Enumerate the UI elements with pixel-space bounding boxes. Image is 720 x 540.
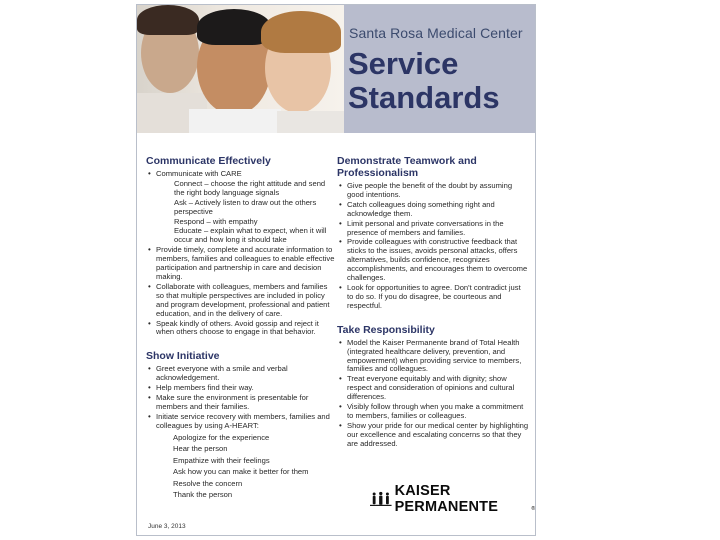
a-heart-step: Empathize with their feelings [173, 455, 270, 465]
logo-text: KAISER PERMANENTE [394, 483, 499, 515]
section-heading-responsibility: Take Responsibility [337, 323, 435, 336]
list-item: • Make sure the environment is presentable for members and their families. [156, 394, 336, 412]
care-educate: Educate – explain what to expect, when it will occur and how long it should take [174, 226, 327, 245]
kp-people-icon [370, 490, 392, 508]
left-column [146, 155, 336, 505]
initiative-list [146, 365, 336, 430]
list-item [156, 170, 336, 245]
list-item: • Give people the benefit of the doubt by assuming good intentions. [347, 182, 529, 200]
title-line-2: Standards [348, 80, 500, 115]
list-item: • Visibly follow through when you make a commitment to members, families or colleagues. [347, 403, 529, 421]
list-item: • Provide colleagues with constructive feedback that sticks to the issues, avoids personal attacks, offers alternatives, builds confidence, recognizes accomplishments, and encourages them to overcome challenges. [347, 238, 529, 283]
care-connect: Connect – choose the right attitude and send the right body language signals [174, 178, 326, 197]
list-item: • Limit personal and private conversations in the presence of members and families. [347, 220, 529, 238]
a-heart-step: Thank the person [173, 490, 233, 500]
a-heart-step: Apologize for the experience [173, 432, 270, 442]
list-item: • Help members find their way. [156, 384, 336, 393]
list-item [156, 413, 336, 431]
center-name: Santa Rosa Medical Center [349, 25, 523, 41]
list-item: • Speak kindly of others. Avoid gossip and reject it when others choose to engage in that behavior. [156, 320, 336, 338]
responsibility-list [337, 339, 529, 449]
communicate-list [146, 170, 336, 337]
list-item: • Provide timely, complete and accurate information to members, families and colleagues to enable effective participation and partnership in care and decision making. [156, 246, 336, 282]
list-item: • Show your pride for our medical center by highlighting our excellence and escalating concerns so that they are addressed. [347, 422, 529, 449]
list-item: • Catch colleagues doing something right and acknowledge them. [347, 201, 529, 219]
staff-photo [137, 5, 344, 133]
care-ask: Ask – Actively listen to draw out the others perspective [174, 197, 317, 216]
a-heart-step: Hear the person [173, 444, 228, 454]
list-item-text: Communicate with CARE [156, 169, 242, 178]
title-line-1: Service [348, 46, 459, 81]
a-heart-steps [146, 432, 336, 501]
a-heart-step: Ask how you can make it better for them [173, 467, 309, 477]
a-heart-step: Resolve the concern [173, 478, 243, 488]
header [137, 5, 535, 133]
right-column [337, 155, 529, 450]
list-item: • Model the Kaiser Permanente brand of Total Health (integrated healthcare delivery, prevention, and empowerment) when providing service to members, families and colleagues. [347, 339, 529, 375]
list-item: • Greet everyone with a smile and verbal acknowledgement. [156, 365, 336, 383]
section-heading-initiative: Show Initiative [146, 350, 220, 363]
list-item-text: Initiate service recovery with members, families and colleagues by using A-HEART: [156, 411, 330, 430]
care-respond: Respond – with empathy [174, 216, 258, 226]
title-block [344, 5, 535, 133]
footer-date: June 3, 2013 [148, 523, 186, 530]
kaiser-permanente-logo [370, 483, 535, 515]
list-item: • Collaborate with colleagues, members and families so that multiple perspectives are included in policy and program development, professional and patient education, and in the delivery of care. [156, 283, 336, 319]
list-item: • Look for opportunities to agree. Don't contradict just to do so. If you do disagree, be courteous and respectful. [347, 284, 529, 311]
page-title [348, 47, 500, 115]
list-item: • Treat everyone equitably and with dignity; show respect and consideration of opinions and cultural differences. [347, 375, 529, 402]
registered-mark: ® [531, 506, 535, 512]
section-heading-teamwork: Demonstrate Teamwork and Professionalism [337, 155, 477, 179]
section-heading-communicate: Communicate Effectively [146, 155, 271, 167]
flyer-page [136, 4, 536, 536]
teamwork-list [337, 182, 529, 311]
